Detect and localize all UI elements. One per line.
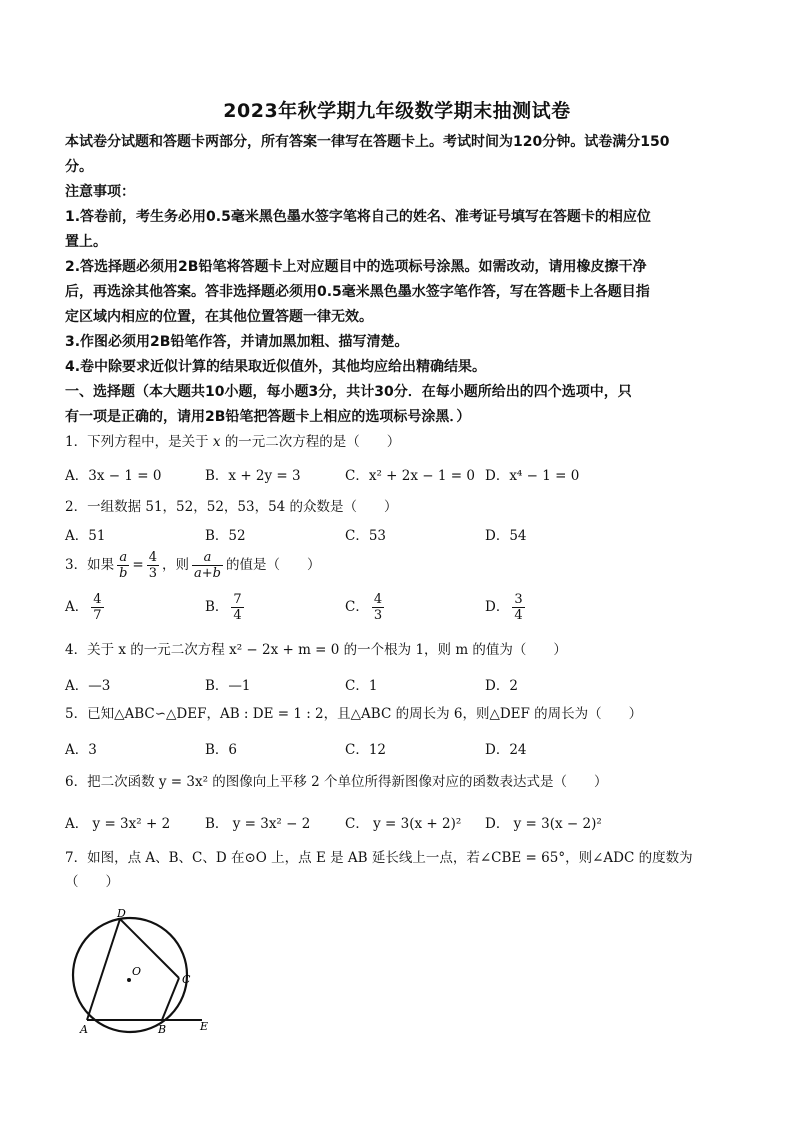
circle-geometry-figure <box>62 902 222 1037</box>
question-3-stem <box>65 548 735 582</box>
q2-option-a[interactable]: A．51 <box>65 528 106 544</box>
q3-option-a[interactable]: A． $\frac{4}{7}$ <box>65 592 102 623</box>
q3-fraction-a-over-b: $\frac{a}{b}$ <box>119 550 128 581</box>
q3-equals: = <box>132 557 144 573</box>
q3-stem-a: 3．如果 <box>65 557 115 573</box>
center-point <box>127 978 131 982</box>
question-1-stem <box>65 432 735 452</box>
q3-fraction-a-over-sum: $\frac{a}{a+b}$ <box>194 550 221 581</box>
label-c: C <box>182 973 191 986</box>
q6-option-b[interactable]: B． y = 3x² − 2 <box>205 816 311 832</box>
q4-option-d[interactable]: D．2 <box>485 678 518 694</box>
notice-heading: 注意事项： <box>65 184 135 200</box>
label-b: B <box>158 1023 167 1036</box>
q1-var: x <box>212 434 221 450</box>
question-5-options <box>65 738 735 762</box>
q4-option-c[interactable]: C．1 <box>345 678 378 694</box>
question-7-stem-line-1: 7．如图，点 A、B、C、D 在⊙O 上，点 E 是 AB 延长线上一点，若∠CBE = 65°，则∠ADC 的度数为 <box>65 850 693 866</box>
q2-option-d[interactable]: D．54 <box>485 528 527 544</box>
q3-stem-b: ，则 <box>162 557 190 573</box>
notice-item-2b: 后，再选涂其他答案。答非选择题必须用0.5毫米黑色墨水签字笔作答，写在答题卡上各题目指 <box>65 284 650 300</box>
question-7-stem-line-2: （ ） <box>65 874 119 890</box>
question-2-options <box>65 524 735 548</box>
notice-item-3: 3.作图必须用2B铅笔作答，并请加黑加粗、描写清楚。 <box>65 334 409 350</box>
label-e: E <box>200 1020 209 1033</box>
question-6-options <box>65 812 735 836</box>
segment-dc <box>120 919 179 978</box>
question-4-options <box>65 674 735 698</box>
q1-stem-b: 的一元二次方程的是（ ） <box>224 434 401 450</box>
notice-item-1b: 置上。 <box>65 234 107 250</box>
notice-item-4: 4.卷中除要求近似计算的结果取近似值外，其他均应给出精确结果。 <box>65 359 487 375</box>
section-heading-1: 一、选择题（本大题共10小题，每小题3分，共计30分．在每小题所给出的四个选项中，只 <box>65 384 632 400</box>
question-6-stem: 6．把二次函数 y = 3x² 的图像向上平移 2 个单位所得新图像对应的函数表达式是（ ） <box>65 774 608 790</box>
q1-option-c[interactable]: C．x² + 2x − 1 = 0 <box>345 468 475 484</box>
q5-option-a[interactable]: A．3 <box>65 742 97 758</box>
q6-option-a[interactable]: A． y = 3x² + 2 <box>65 816 171 832</box>
q4-option-b[interactable]: B．—1 <box>205 678 251 694</box>
q3-option-d[interactable]: D． $\frac{3}{4}$ <box>485 592 523 623</box>
q1-option-b[interactable]: B．x + 2y = 3 <box>205 468 301 484</box>
q5-option-c[interactable]: C．12 <box>345 742 387 758</box>
q3-option-b[interactable]: B． $\frac{7}{4}$ <box>205 592 242 623</box>
q3-stem-c: 的值是（ ） <box>225 557 321 573</box>
q5-option-d[interactable]: D．24 <box>485 742 527 758</box>
q4-option-a[interactable]: A．—3 <box>65 678 111 694</box>
question-5-stem: 5．已知△ABC∽△DEF，AB : DE = 1 : 2，且△ABC 的周长为 6，则△DEF 的周长为（ ） <box>65 706 643 722</box>
circle-o <box>73 918 187 1032</box>
q1-option-a[interactable]: A．3x − 1 = 0 <box>65 468 162 484</box>
notice-item-2c: 定区域内相应的位置，在其他位置答题一律无效。 <box>65 309 373 325</box>
label-o: O <box>132 965 142 978</box>
section-heading-2: 有一项是正确的，请用2B铅笔把答题卡上相应的选项标号涂黑．） <box>65 409 471 425</box>
question-1-options <box>65 464 735 488</box>
label-a: A <box>80 1023 88 1036</box>
q6-option-c[interactable]: C． y = 3(x + 2)² <box>345 816 462 832</box>
q2-option-c[interactable]: C．53 <box>345 528 387 544</box>
question-3-options <box>65 590 735 624</box>
segment-ad <box>87 919 120 1020</box>
intro-line-2: 分。 <box>65 159 93 175</box>
exam-title: 2023年秋学期九年级数学期末抽测试卷 <box>223 100 571 122</box>
notice-item-1a: 1.答卷前，考生务必用0.5毫米黑色墨水签字笔将自己的姓名、准考证号填写在答题卡的相应位 <box>65 209 651 225</box>
notice-item-2a: 2.答选择题必须用2B铅笔将答题卡上对应题目中的选项标号涂黑。如需改动，请用橡皮擦干净 <box>65 259 647 275</box>
label-d: D <box>117 907 126 920</box>
q2-option-b[interactable]: B．52 <box>205 528 246 544</box>
intro-line-1: 本试卷分试题和答题卡两部分，所有答案一律写在答题卡上。考试时间为120分钟。试卷满分150 <box>65 134 670 150</box>
q3-option-c[interactable]: C． $\frac{4}{3}$ <box>345 592 383 623</box>
question-2-stem: 2．一组数据 51，52，52，53，54 的众数是（ ） <box>65 499 398 515</box>
q6-option-d[interactable]: D． y = 3(x − 2)² <box>485 816 602 832</box>
q5-option-b[interactable]: B．6 <box>205 742 238 758</box>
q1-stem-a: 1．下列方程中，是关于 <box>65 434 209 450</box>
q3-fraction-4-over-3: $\frac{4}{3}$ <box>148 550 158 581</box>
question-4-stem: 4．关于 x 的一元二次方程 x² − 2x + m = 0 的一个根为 1，则 m 的值为（ ） <box>65 642 567 658</box>
q1-option-d[interactable]: D．x⁴ − 1 = 0 <box>485 468 580 484</box>
